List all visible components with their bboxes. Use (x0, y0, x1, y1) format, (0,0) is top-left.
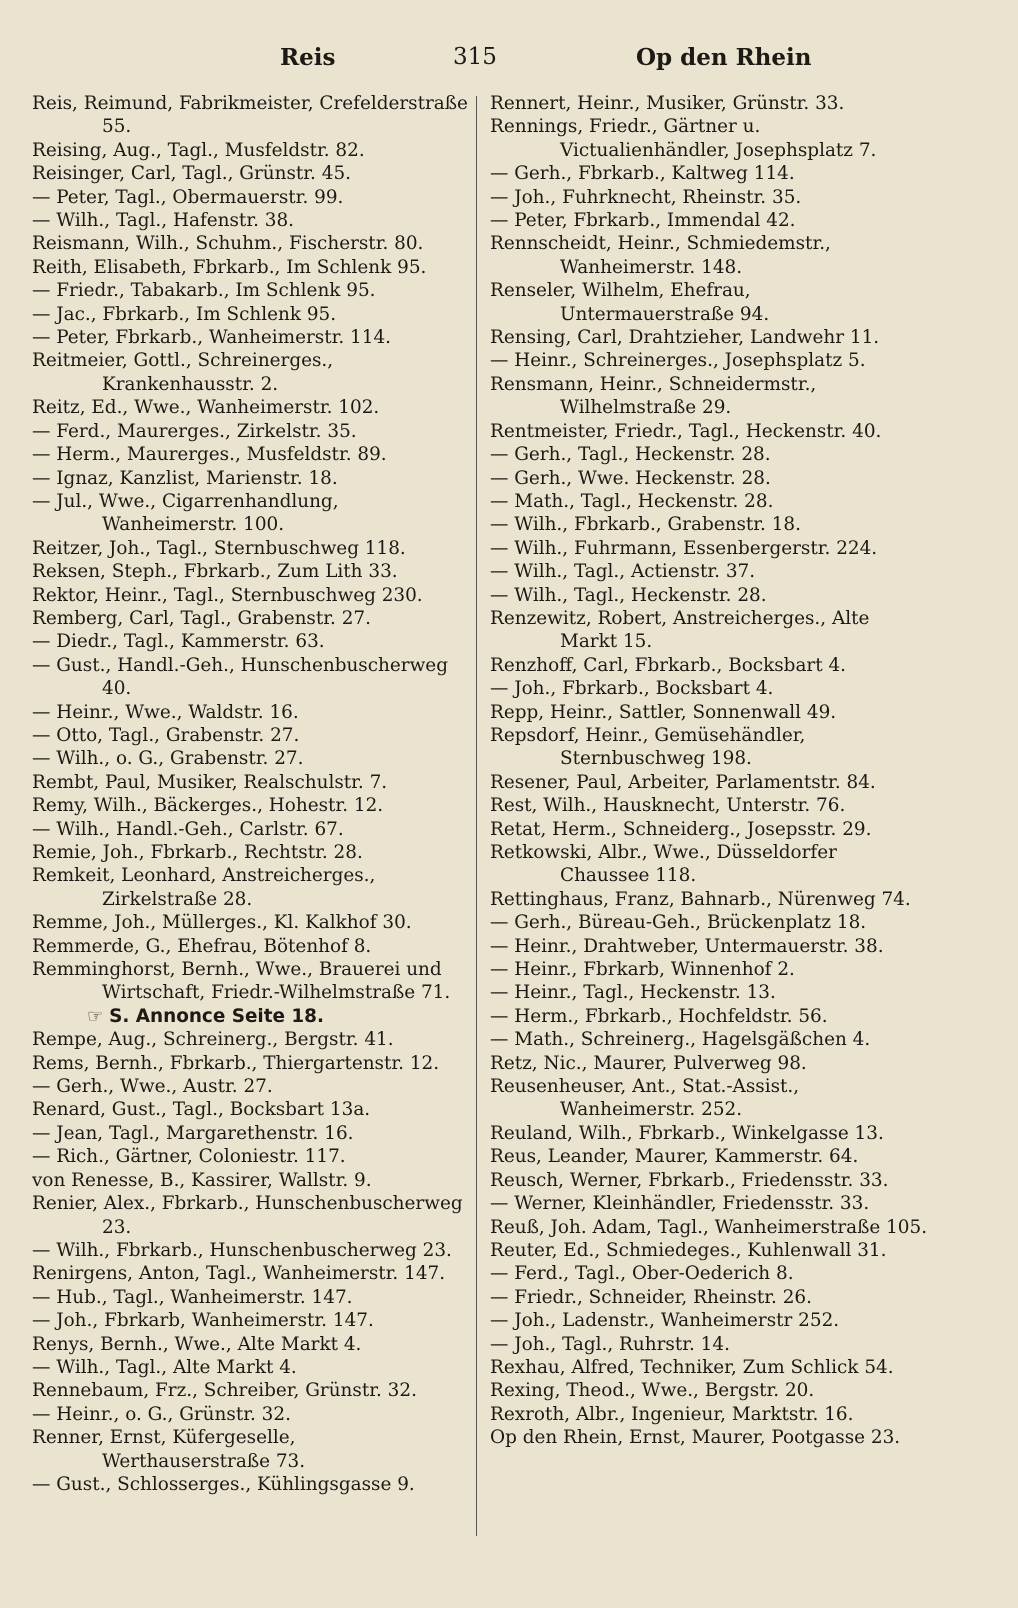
directory-entry: Reusenheuser, Ant., Stat.-Assist., Wanheimerstr. 252. (490, 1076, 800, 1121)
directory-entry: — Jean, Tagl., Margarethenstr. 16. (32, 1122, 354, 1144)
directory-entry: Rembt, Paul, Musiker, Realschulstr. 7. (32, 771, 388, 793)
page-header (30, 44, 990, 78)
directory-entry: Rensing, Carl, Drahtzieher, Landwehr 11. (490, 327, 880, 349)
directory-entry: Rexhau, Alfred, Techniker, Zum Schlick 54. (490, 1356, 894, 1378)
directory-entry: Op den Rhein, Ernst, Maurer, Pootgasse 23. (490, 1427, 901, 1449)
directory-entry: — Rich., Gärtner, Coloniestr. 117. (32, 1146, 346, 1168)
directory-entry: Resener, Paul, Arbeiter, Parlamentstr. 84. (490, 771, 876, 793)
directory-entry: — Otto, Tagl., Grabenstr. 27. (32, 724, 300, 746)
annonce-reference (32, 1005, 468, 1028)
directory-entry: — Ignaz, Kanzlist, Marienstr. 18. (32, 467, 338, 489)
directory-entry: — Heinr., Fbrkarb, Winnenhof 2. (490, 959, 795, 981)
directory-entry: Reising, Aug., Tagl., Musfeldstr. 82. (32, 139, 365, 161)
directory-entry: — Gust., Schlosserges., Kühlingsgasse 9. (32, 1473, 415, 1495)
directory-entry: — Joh., Tagl., Ruhrstr. 14. (490, 1333, 730, 1355)
directory-entry: — Heinr., Tagl., Heckenstr. 13. (490, 982, 776, 1004)
directory-entry: Repsdorf, Heinr., Gemüsehändler, Sternbuschweg 198. (490, 724, 806, 770)
directory-entry: Renier, Alex., Fbrkarb., Hunschenbuscherweg 23. (32, 1193, 463, 1238)
directory-entry: Retat, Herm., Schneiderg., Josepsstr. 29. (490, 818, 872, 840)
directory-entry: — Wilh., o. G., Grabenstr. 27. (32, 748, 304, 770)
directory-entry: — Jul., Wwe., Cigarrenhandlung, Wanheimerstr. 100. (32, 490, 339, 536)
directory-entry: Retkowski, Albr., Wwe., Düsseldorfer Chaussee 118. (490, 842, 837, 887)
directory-entry: — Joh., Fuhrknecht, Rheinstr. 35. (490, 186, 802, 208)
left-column (32, 92, 468, 1496)
directory-entry: — Diedr., Tagl., Kammerstr. 63. (32, 631, 325, 653)
directory-entry: — Wilh., Tagl., Actienstr. 37. (490, 561, 756, 583)
directory-entry: Reksen, Steph., Fbrkarb., Zum Lith 33. (32, 561, 398, 583)
header-left-keyword: Reis (280, 44, 336, 71)
directory-entry: — Ferd., Tagl., Ober-Oederich 8. (490, 1263, 794, 1285)
directory-entry: Renseler, Wilhelm, Ehefrau, Untermauerstraße 94. (490, 280, 770, 325)
directory-entry: — Heinr., Schreinerges., Josephsplatz 5. (490, 350, 866, 372)
directory-entry: Remme, Joh., Müllerges., Kl. Kalkhof 30. (32, 912, 412, 934)
directory-entry: — Peter, Fbrkarb., Wanheimerstr. 114. (32, 327, 392, 349)
directory-entry: — Math., Tagl., Heckenstr. 28. (490, 490, 774, 512)
directory-entry: — Wilh., Fbrkarb., Hunschenbuscherweg 23. (32, 1239, 452, 1261)
directory-entry: — Joh., Ladenstr., Wanheimerstr 252. (490, 1310, 840, 1332)
directory-entry: Reuter, Ed., Schmiedeges., Kuhlenwall 31. (490, 1239, 887, 1261)
directory-entry: — Gerh., Tagl., Heckenstr. 28. (490, 444, 771, 466)
directory-entry: von Renesse, B., Kassirer, Wallstr. 9. (32, 1169, 372, 1191)
directory-entry: Reitzer, Joh., Tagl., Sternbuschweg 118. (32, 537, 406, 559)
directory-entry: — Ferd., Maurerges., Zirkelstr. 35. (32, 420, 357, 442)
directory-entry: — Peter, Tagl., Obermauerstr. 99. (32, 186, 344, 208)
directory-entry: — Gerh., Wwe., Austr. 27. (32, 1076, 273, 1098)
directory-entry: Rensmann, Heinr., Schneidermstr., Wilhelmstraße 29. (490, 373, 817, 419)
directory-entry: Reis, Reimund, Fabrikmeister, Crefelderstraße 55. (32, 93, 468, 138)
directory-entry: Repp, Heinr., Sattler, Sonnenwall 49. (490, 701, 837, 723)
directory-entry: — Heinr., o. G., Grünstr. 32. (32, 1403, 291, 1425)
directory-entry: — Heinr., Wwe., Waldstr. 16. (32, 701, 299, 723)
directory-entry: Rennscheidt, Heinr., Schmiedemstr., Wanheimerstr. 148. (490, 233, 831, 278)
directory-entry: — Herm., Fbrkarb., Hochfeldstr. 56. (490, 1005, 828, 1027)
annonce-text: S. Annonce Seite 18. (109, 1005, 324, 1027)
directory-entry: Reith, Elisabeth, Fbrkarb., Im Schlenk 95. (32, 256, 427, 278)
directory-entry: — Wilh., Fuhrmann, Essenbergerstr. 224. (490, 537, 878, 559)
directory-entry: Reuland, Wilh., Fbrkarb., Winkelgasse 13. (490, 1122, 884, 1144)
directory-entry: Rempe, Aug., Schreinerg., Bergstr. 41. (32, 1029, 394, 1051)
directory-entry: Rennert, Heinr., Musiker, Grünstr. 33. (490, 93, 845, 114)
directory-entry: — Heinr., Drahtweber, Untermauerstr. 38. (490, 935, 884, 957)
directory-entry: — Wilh., Fbrkarb., Grabenstr. 18. (490, 514, 801, 536)
directory-entry: — Gerh., Fbrkarb., Kaltweg 114. (490, 163, 795, 185)
directory-entry: — Friedr., Schneider, Rheinstr. 26. (490, 1286, 812, 1308)
directory-entry: — Gerh., Büreau-Geh., Brückenplatz 18. (490, 912, 867, 934)
directory-entry: Rennebaum, Frz., Schreiber, Grünstr. 32. (32, 1380, 417, 1402)
column-divider (476, 96, 477, 1536)
directory-entry: Remy, Wilh., Bäckerges., Hohestr. 12. (32, 795, 384, 817)
directory-entry: Remberg, Carl, Tagl., Grabenstr. 27. (32, 607, 371, 629)
directory-entry: — Jac., Fbrkarb., Im Schlenk 95. (32, 303, 337, 325)
directory-entry: Rexroth, Albr., Ingenieur, Marktstr. 16. (490, 1403, 854, 1425)
directory-entry: Reusch, Werner, Fbrkarb., Friedensstr. 33. (490, 1169, 889, 1191)
directory-entry: — Gerh., Wwe. Heckenstr. 28. (490, 467, 771, 489)
directory-entry: Remmerde, G., Ehefrau, Bötenhof 8. (32, 935, 372, 957)
directory-entry: Renard, Gust., Tagl., Bocksbart 13a. (32, 1099, 371, 1121)
directory-entry: — Wilh., Tagl., Hafenstr. 38. (32, 210, 295, 232)
directory-entry: Rems, Bernh., Fbrkarb., Thiergartenstr. 12. (32, 1052, 440, 1074)
directory-entry: Remminghorst, Bernh., Wwe., Brauerei und Wirtschaft, Friedr.-Wilhelmstraße 71. (32, 959, 451, 1004)
directory-entry: Reitmeier, Gottl., Schreinerges., Krankenhausstr. 2. (32, 350, 334, 395)
directory-entry: Remkeit, Leonhard, Anstreicherges., Zirkelstraße 28. (32, 865, 376, 910)
right-column (490, 92, 930, 1450)
directory-entry: — Friedr., Tabakarb., Im Schlenk 95. (32, 280, 376, 302)
directory-entry: — Herm., Maurerges., Musfeldstr. 89. (32, 444, 387, 466)
directory-entry: — Joh., Fbrkarb, Wanheimerstr. 147. (32, 1310, 374, 1332)
directory-entry: Reuß, Joh. Adam, Tagl., Wanheimerstraße 105. (490, 1216, 928, 1238)
directory-entry: Rentmeister, Friedr., Tagl., Heckenstr. 40. (490, 420, 882, 442)
directory-entry: — Wilh., Handl.-Geh., Carlstr. 67. (32, 818, 344, 840)
directory-entry: Rennings, Friedr., Gärtner u. Victualienhändler, Josephsplatz 7. (490, 116, 877, 161)
directory-entry: — Gust., Handl.-Geh., Hunschenbuscherweg 40. (32, 654, 448, 700)
directory-entry: — Hub., Tagl., Wanheimerstr. 147. (32, 1286, 353, 1308)
directory-entry: — Peter, Fbrkarb., Immendal 42. (490, 210, 796, 232)
page-number: 315 (453, 44, 497, 70)
directory-entry: Rettinghaus, Franz, Bahnarb., Nürenweg 74. (490, 888, 911, 910)
directory-entry: Reitz, Ed., Wwe., Wanheimerstr. 102. (32, 397, 380, 419)
directory-entry: — Wilh., Tagl., Heckenstr. 28. (490, 584, 767, 606)
directory-entry: — Joh., Fbrkarb., Bocksbart 4. (490, 678, 774, 700)
directory-entry: — Wilh., Tagl., Alte Markt 4. (32, 1356, 297, 1378)
directory-entry: Renirgens, Anton, Tagl., Wanheimerstr. 147. (32, 1263, 446, 1285)
directory-entry: Renzhoff, Carl, Fbrkarb., Bocksbart 4. (490, 654, 846, 676)
directory-entry: Reus, Leander, Maurer, Kammerstr. 64. (490, 1146, 859, 1168)
directory-entry: Reisinger, Carl, Tagl., Grünstr. 45. (32, 163, 351, 185)
directory-entry: Remie, Joh., Fbrkarb., Rechtstr. 28. (32, 842, 363, 863)
directory-entry: — Math., Schreinerg., Hagelsgäßchen 4. (490, 1029, 871, 1051)
pointing-hand-icon: ☞ (87, 1005, 104, 1027)
directory-entry: Renner, Ernst, Küfergeselle, Werthauserstraße 73. (32, 1427, 306, 1472)
directory-entry: Retz, Nic., Maurer, Pulverweg 98. (490, 1052, 807, 1074)
directory-entry: Renzewitz, Robert, Anstreicherges., Alte Markt 15. (490, 607, 870, 653)
directory-entry: Rektor, Heinr., Tagl., Sternbuschweg 230. (32, 584, 423, 606)
directory-entry: Rexing, Theod., Wwe., Bergstr. 20. (490, 1380, 815, 1402)
directory-entry: Renys, Bernh., Wwe., Alte Markt 4. (32, 1333, 362, 1355)
directory-entry: Rest, Wilh., Hausknecht, Unterstr. 76. (490, 795, 846, 817)
header-right-keyword: Op den Rhein (636, 44, 812, 71)
directory-entry: Reismann, Wilh., Schuhm., Fischerstr. 80. (32, 233, 424, 255)
directory-entry: — Werner, Kleinhändler, Friedensstr. 33. (490, 1193, 870, 1215)
